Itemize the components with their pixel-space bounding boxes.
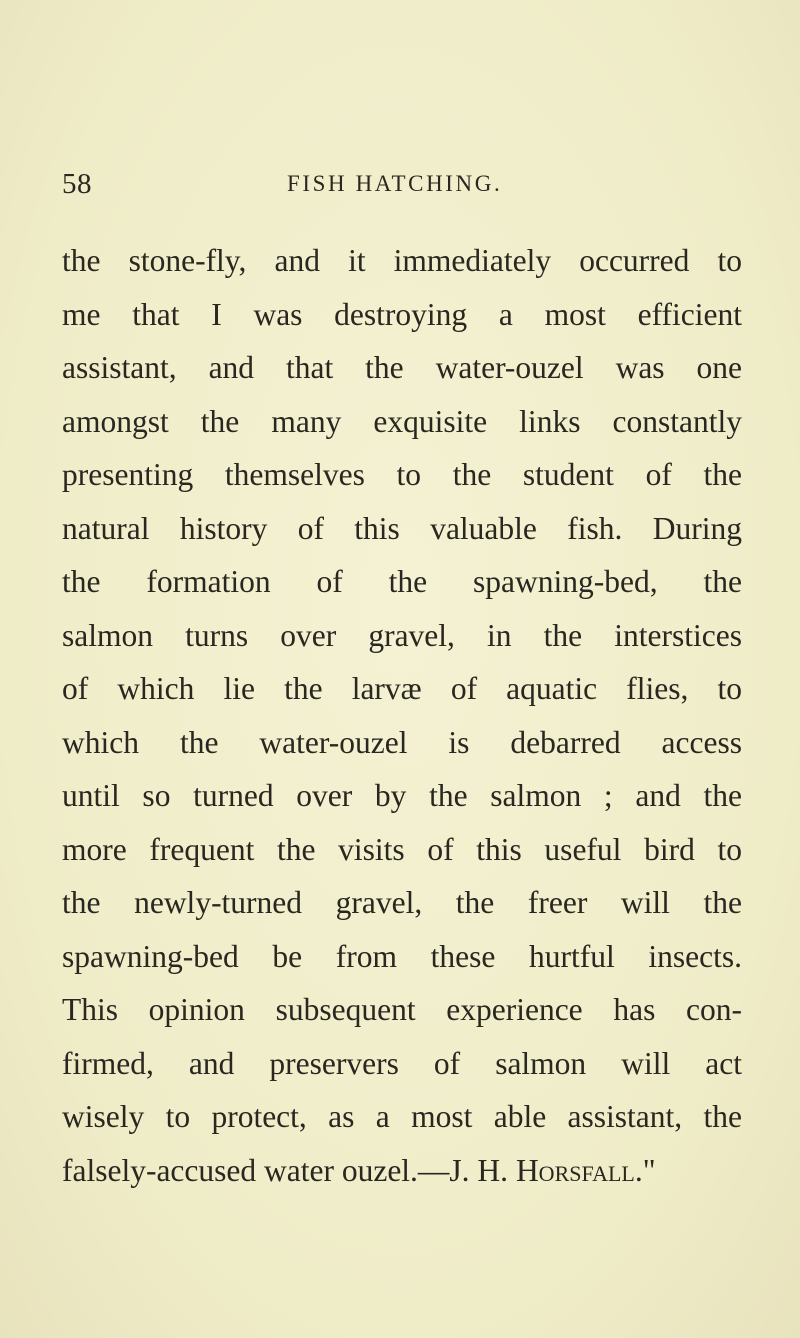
closing-quote: " [642, 1152, 656, 1188]
text-line: the stone-fly, and it immediately occurred to [62, 243, 742, 278]
running-head: FISH HATCHING. [287, 171, 503, 196]
author-signature: Horsfall. [515, 1152, 643, 1188]
text-line: natural history of this valuable fish. During [62, 510, 742, 546]
text-line: which the water-ouzel is debarred access [62, 724, 742, 760]
text-line: salmon turns over gravel, in the interstices [62, 617, 742, 653]
page-number: 58 [62, 168, 92, 200]
text-line: more frequent the visits of this useful bird to [62, 831, 742, 867]
text-line: firmed, and preservers of salmon will act [62, 1045, 742, 1081]
text-line: of which lie the larvæ of aquatic flies, to [62, 671, 742, 706]
text-line: me that I was destroying a most efficient [62, 296, 742, 332]
final-text-line [62, 1144, 742, 1198]
text-line: wisely to protect, as a most able assistant, the [62, 1099, 742, 1134]
text-line: presenting themselves to the student of the [62, 457, 742, 492]
final-line-text: falsely-accused water ouzel.—J. H. [62, 1152, 516, 1188]
text-line: until so turned over by the salmon ; and the [62, 778, 742, 813]
text-line: the newly-turned gravel, the freer will the [62, 885, 742, 920]
text-line: assistant, and that the water-ouzel was one [62, 350, 742, 385]
text-line: This opinion subsequent experience has con- [62, 992, 742, 1027]
text-line: amongst the many exquisite links constantly [62, 403, 742, 439]
text-line: the formation of the spawning-bed, the [62, 564, 742, 599]
text-line: spawning-bed be from these hurtful insects. [62, 938, 742, 974]
page-header [62, 168, 740, 208]
body-paragraph [62, 234, 742, 1197]
